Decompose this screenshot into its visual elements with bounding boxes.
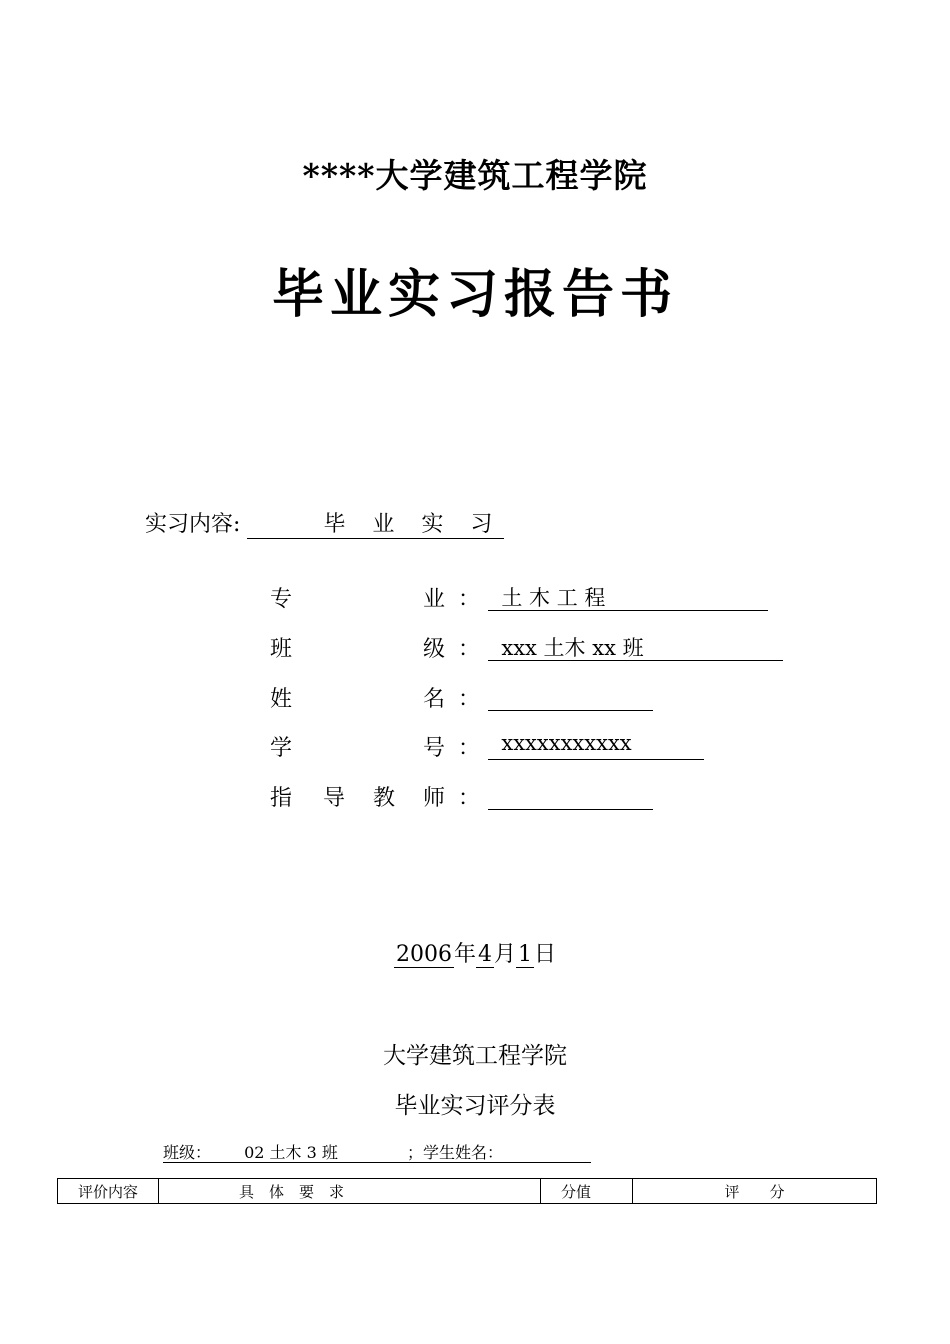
table-header-row	[58, 1179, 877, 1204]
class-label: 班级：	[163, 1143, 212, 1162]
info-label-char: 导	[323, 786, 346, 811]
info-label-char: ：	[458, 786, 481, 811]
date-day-unit: 日	[534, 942, 557, 967]
column-header: 具 体 要 求	[159, 1179, 541, 1204]
info-label-char: ：	[458, 637, 481, 662]
info-label-char: 专	[270, 587, 293, 612]
university-title: ****大学建筑工程学院	[302, 156, 648, 195]
date-year: 2006	[395, 942, 452, 967]
info-label-char: 号	[423, 736, 446, 761]
internship-content-value: 毕 业 实 习	[247, 507, 504, 539]
info-label-char: 教	[373, 786, 396, 811]
column-header: 分值	[541, 1179, 633, 1204]
info-label-char: ：	[458, 736, 481, 761]
report-date	[0, 937, 950, 968]
score-sheet-title: 毕业实习评分表	[394, 1093, 556, 1119]
score-sheet-school: 大学建筑工程学院	[383, 1043, 567, 1069]
date-month-unit: 月	[493, 942, 516, 967]
internship-content-row	[145, 507, 504, 539]
info-label-char: 业	[423, 587, 446, 612]
class-value: 02 土木 3 班	[244, 1143, 338, 1162]
major-value: 土 木 工 程	[488, 582, 768, 611]
info-label-char: 级	[423, 637, 446, 662]
info-label-char: 指	[270, 786, 293, 811]
date-year-unit: 年	[453, 942, 476, 967]
info-label-char: ：	[458, 687, 481, 712]
column-header: 评价内容	[58, 1179, 159, 1204]
student-name-label: ；学生姓名：	[407, 1143, 504, 1162]
info-label-char: ：	[458, 587, 481, 612]
name-value	[488, 682, 653, 711]
class-student-line	[163, 1140, 591, 1163]
report-title: 毕业实习报告书	[271, 264, 678, 325]
class-value: xxx 土木 xx 班	[488, 632, 783, 661]
score-table	[57, 1178, 877, 1204]
advisor-value	[488, 781, 653, 810]
internship-content-label: 实习内容:	[145, 512, 241, 537]
info-label-char: 姓	[270, 687, 293, 712]
student-id-value: xxxxxxxxxxx	[488, 731, 704, 760]
info-label-char: 名	[423, 687, 446, 712]
info-label-char: 班	[270, 637, 293, 662]
info-label-char: 师	[423, 786, 446, 811]
column-header: 评 分	[633, 1179, 877, 1204]
date-month: 4	[477, 942, 492, 967]
info-label-char: 学	[270, 736, 293, 761]
date-day: 1	[518, 942, 532, 967]
